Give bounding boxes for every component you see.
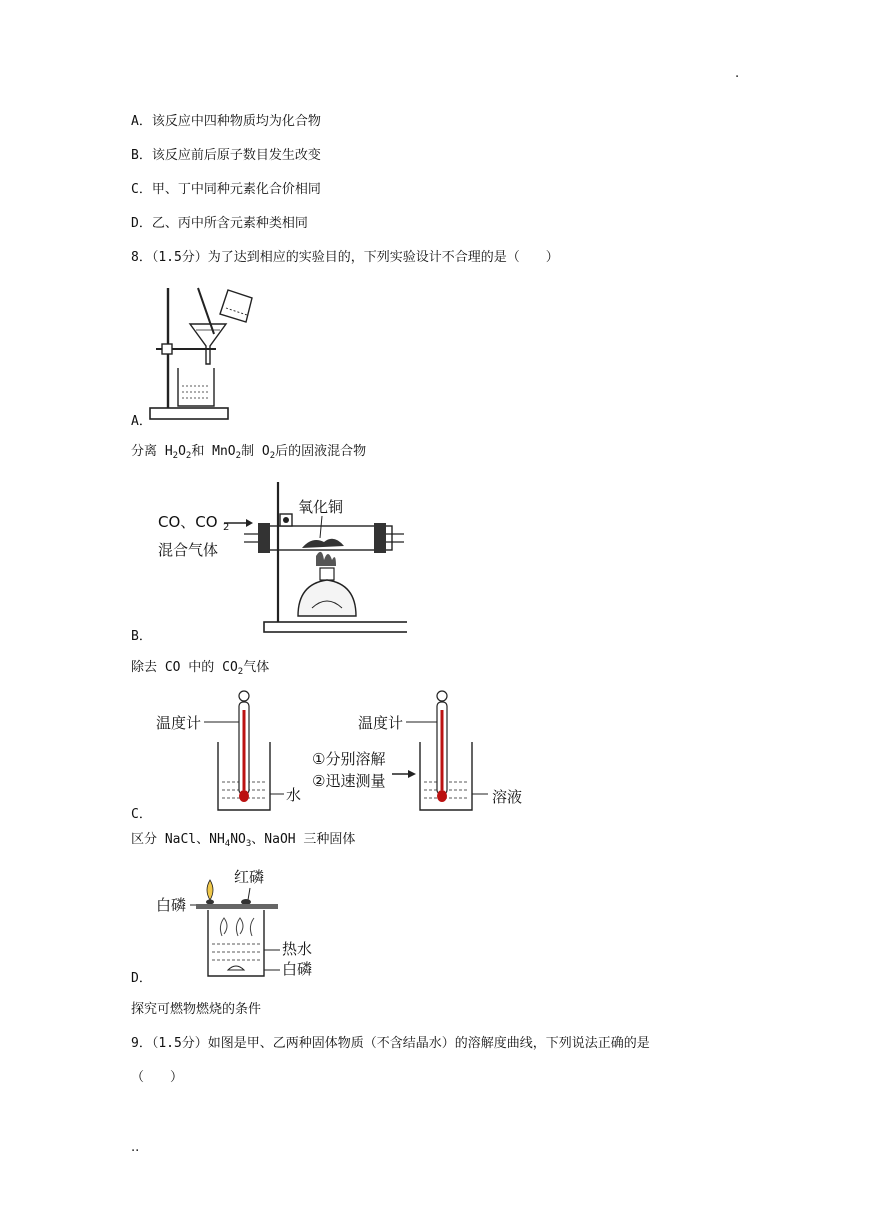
q7-option-c: C．甲、丁中同种元素化合价相同 xyxy=(131,182,321,197)
q8-stem: 8．（1.5分）为了达到相应的实验目的，下列实验设计不合理的是（ ） xyxy=(131,250,559,265)
water-label: 水 xyxy=(286,786,302,804)
thermometer-label-left: 温度计 xyxy=(156,714,202,732)
q8-option-a-caption: 分离 $H_2O_2$和 MnO$_2$制 $O_2$后的固液混合物 xyxy=(131,444,367,461)
red-phosphorus-label: 红磷 xyxy=(234,868,265,886)
q8-option-b-caption: 除去 CO 中的 $CO_2$气体 xyxy=(131,660,270,677)
q8-option-a-letter: A． xyxy=(131,414,152,429)
dissolution-temperature-figure xyxy=(152,686,532,822)
gas-mixture-label: CO、CO xyxy=(158,513,218,531)
filtration-apparatus-figure xyxy=(148,282,260,424)
step-dissolve-label: ①分别溶解 xyxy=(312,750,386,768)
gas-mixture-label-2: 混合气体 xyxy=(158,541,219,559)
solution-label: 溶液 xyxy=(492,788,523,806)
footer-dots: .. xyxy=(131,1140,140,1155)
q8-option-c-letter: C． xyxy=(131,807,152,822)
q8-option-c-caption: 区分 NaCl、$NH_4NO_3$、NaOH 三种固体 xyxy=(131,832,356,849)
header-dot: . xyxy=(735,66,740,81)
hot-water-label: 热水 xyxy=(282,940,313,958)
q9-stem-line-1: 9．（1.5分）如图是甲、乙两种固体物质（不含结晶水）的溶解度曲线，下列说法正确的是 xyxy=(131,1036,650,1051)
combustion-conditions-figure xyxy=(152,862,352,982)
q8-option-d-caption: 探究可燃物燃烧的条件 xyxy=(131,1002,262,1017)
white-phosphorus-bottom-label: 白磷 xyxy=(282,960,313,978)
q8-option-b-letter: B． xyxy=(131,629,152,644)
q7-option-d: D．乙、丙中所含元素种类相同 xyxy=(131,216,308,231)
step-measure-label: ②迅速测量 xyxy=(312,772,386,790)
copper-oxide-reduction-figure xyxy=(152,476,407,636)
gas-mixture-subscript: 2 xyxy=(223,522,230,533)
q7-option-a: A．该反应中四种物质均为化合物 xyxy=(131,114,321,129)
copper-oxide-label: 氧化铜 xyxy=(298,498,344,516)
q7-option-b: B．该反应前后原子数目发生改变 xyxy=(131,148,321,163)
white-phosphorus-top-label: 白磷 xyxy=(156,896,187,914)
q8-option-d-letter: D． xyxy=(131,971,152,986)
thermometer-label-right: 温度计 xyxy=(358,714,404,732)
q9-stem-line-2: （ ） xyxy=(131,1070,184,1085)
